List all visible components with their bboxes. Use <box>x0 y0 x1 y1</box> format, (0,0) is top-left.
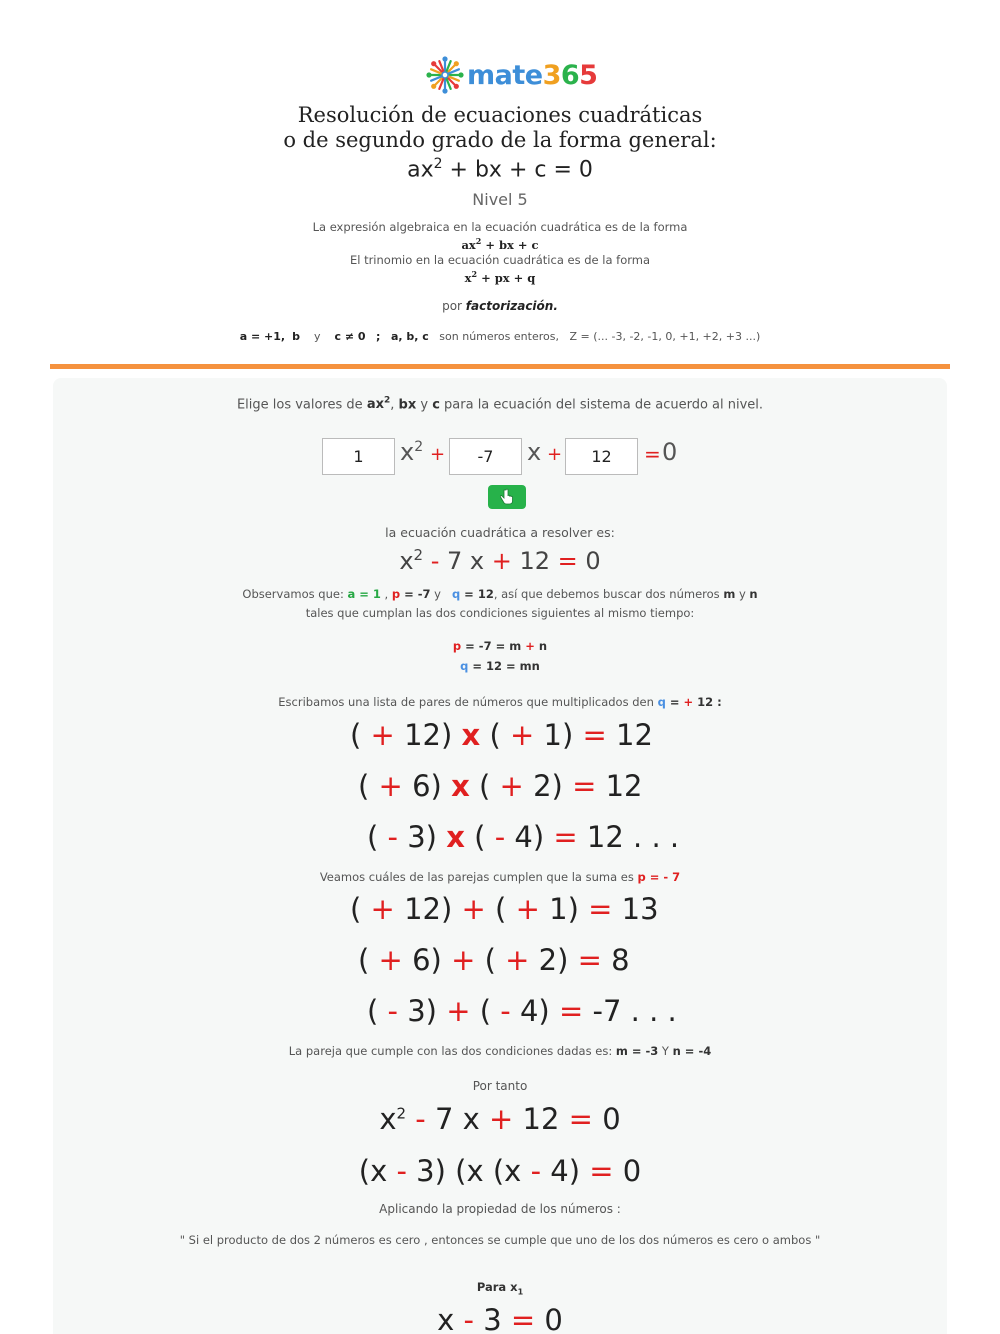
observation-line-1: Observamos que: a = 1 , p = -7 y q = 12, así que debemos buscar dos números m y n <box>242 587 758 601</box>
solve-button[interactable] <box>488 485 526 509</box>
intro-line-1: La expresión algebraica en la ecuación cuadrática es de la forma <box>312 220 688 234</box>
equation-restated: $x^2 - 7$ x + 12 = 0 <box>379 1102 621 1136</box>
factored-equation: (x - 3) (x (x - 4) = 0 <box>358 1154 642 1188</box>
product-row: ( - 3) x ( - 4) = 12 . . . <box>367 820 680 854</box>
a-coefficient-input[interactable] <box>322 438 395 475</box>
apply-property-label: Aplicando la propiedad de los números : <box>379 1202 621 1216</box>
general-formula: $ax^2$ + bx + c = 0 <box>407 156 593 183</box>
for-x1-label: Para $x_1$ <box>476 1280 524 1297</box>
sum-intro: Veamos cuáles de las parejas cumplen que la suma es p = - 7 <box>319 870 681 884</box>
divider <box>50 364 950 369</box>
pointing-hand-icon <box>498 488 516 506</box>
exercise-panel <box>53 378 947 1334</box>
intro-formula-1: $ax^2$ + bx + c <box>461 236 539 252</box>
coefficient-inputs <box>322 434 682 476</box>
x-label: x <box>527 438 542 466</box>
sum-row: ( + 6) + ( + 2) = 8 <box>358 943 630 977</box>
flower-logo-icon <box>425 55 465 95</box>
intro-formula-2: $x^2$ + px + q <box>464 269 536 285</box>
x-squared-label: $x^2$ <box>400 438 424 466</box>
c-coefficient-input[interactable] <box>565 438 638 475</box>
page-title-line-2: o de segundo grado de la forma general: <box>283 128 717 152</box>
level-label: Nivel 5 <box>472 190 528 209</box>
therefore-label: Por tanto <box>472 1079 528 1093</box>
condition-p: p = -7 = m + n <box>452 639 548 653</box>
plus-sign: + <box>430 444 446 465</box>
equation-display: $x^2 - 7$ x + 12 = 0 <box>399 546 601 575</box>
product-row: ( + 6) x ( + 2) = 12 <box>358 769 643 803</box>
sum-row: ( - 3) + ( - 4) = -7 . . . <box>367 994 677 1028</box>
product-row: ( + 12) x ( + 1) = 12 <box>350 718 653 752</box>
pairs-list-intro: Escribamos una lista de pares de números que multiplicados den q = + 12 : <box>278 695 722 709</box>
equation-label: la ecuación cuadrática a resolver es: <box>385 525 615 540</box>
logo[interactable] <box>425 54 597 96</box>
equals-sign: = <box>644 442 661 466</box>
x1-equation: x - 3 = 0 <box>437 1303 563 1334</box>
conditions-line: a = +1, b y c ≠ 0 ; a, b, c son números enteros, Z = (... -3, -2, -1, 0, +1, +2, +3 ...) <box>239 330 761 343</box>
form-prompt: Elige los valores de $ax^2$, bx y c para la ecuación del sistema de acuerdo al nivel. <box>236 396 764 413</box>
intro-line-2: El trinomio en la ecuación cuadrática es de la forma <box>349 253 651 267</box>
b-coefficient-input[interactable] <box>449 438 522 475</box>
property-quote: " Si el producto de dos 2 números es cero , entonces se cumple que uno de los dos números es cero o ambos " <box>179 1233 821 1247</box>
sum-row: ( + 12) + ( + 1) = 13 <box>350 892 659 926</box>
plus-sign: + <box>547 444 563 465</box>
method-label: por factorización. <box>442 299 558 313</box>
condition-q: q = 12 = mn <box>460 659 540 673</box>
page-title-line-1: Resolución de ecuaciones cuadráticas <box>297 103 703 127</box>
pair-result: La pareja que cumple con las dos condiciones dadas es: m = -3 Y n = -4 <box>288 1044 712 1058</box>
logo-text: mate365 <box>467 59 598 91</box>
observation-line-2: tales que cumplan las dos condiciones siguientes al mismo tiempo: <box>305 606 695 620</box>
zero-label: 0 <box>662 438 678 466</box>
